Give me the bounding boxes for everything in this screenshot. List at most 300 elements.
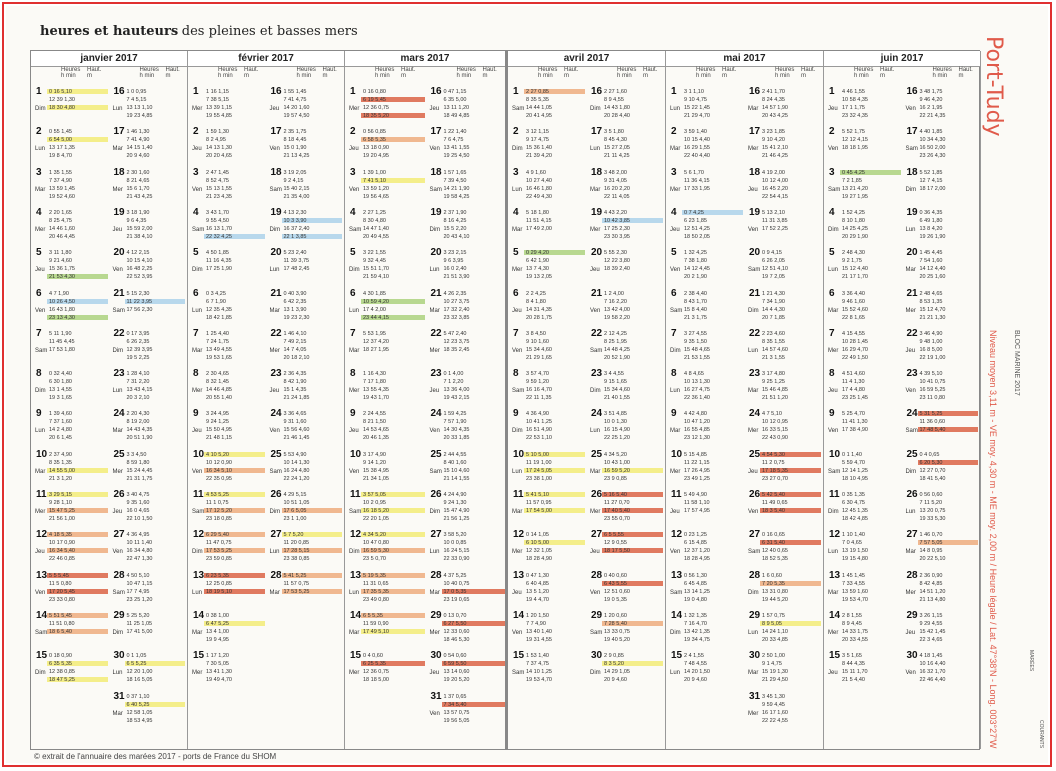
- tide-entry: 5 47 2,40: [443, 330, 467, 337]
- day-number: 3: [671, 166, 677, 178]
- tide-entry: 9 24 1,30: [443, 500, 467, 506]
- weekday: Sam: [905, 146, 918, 153]
- day-number: 25: [591, 448, 603, 460]
- tide-entry: 7 7 4,90: [526, 620, 546, 627]
- tide-entry: 23 1 1,00: [283, 516, 307, 522]
- tide-entry: 7 16 2,20: [604, 298, 627, 305]
- tide-entry: 17 25 1,90: [206, 266, 232, 273]
- tide-entry: 14 57 1,90: [762, 105, 788, 111]
- tide-entry: 23 33 0,80: [49, 596, 75, 603]
- day-number: 20: [749, 247, 761, 259]
- tide-entry: 8 21 4,65: [126, 177, 150, 184]
- day-cell: [268, 528, 345, 568]
- day-cell: [588, 367, 665, 407]
- day-cell: [111, 609, 188, 649]
- tide-entry: 10 47 1,20: [684, 419, 710, 426]
- tide-entry: 21 40 1,55: [604, 395, 630, 402]
- tide-entry: 0 47 1,15: [443, 89, 467, 95]
- day-cell: [746, 367, 823, 407]
- tide-entry: 1 17 1,20: [206, 653, 229, 660]
- tide-entry: 15 24 4,45: [126, 467, 153, 474]
- day-number: 11: [671, 489, 682, 500]
- tide-entry: 16 0 4,65: [126, 508, 150, 514]
- tide-entry: 14 46 4,85: [206, 387, 232, 394]
- weekday: Dim: [35, 106, 46, 112]
- tide-entry: 17 35 5,35: [363, 588, 389, 595]
- tide-entry: 8 3 5,20: [604, 661, 624, 668]
- day-cell: [428, 166, 508, 206]
- day-cell: [111, 287, 188, 327]
- tide-entry: 13 14 0,60: [443, 669, 470, 676]
- tide-entry: 17 48 5,40: [919, 427, 946, 434]
- tide-entry: 2 20 4,30: [126, 411, 150, 418]
- tide-entry: 16 24 5,15: [443, 548, 470, 555]
- tide-entry: 5 53 1,95: [363, 330, 386, 337]
- tide-entry: 1 55 1,45: [283, 89, 307, 95]
- tide-entry: 8 9 4,55: [604, 97, 624, 103]
- day-cell: [111, 649, 188, 689]
- day-cell: [826, 287, 903, 327]
- day-number: 6: [671, 287, 677, 299]
- tide-entry: 5 25 5,20: [126, 612, 150, 619]
- column-header: Heures h min: [139, 67, 159, 79]
- weekday: Sam: [828, 468, 841, 475]
- tide-entry: 19 40 5,20: [604, 636, 630, 643]
- tide-entry: 17 6 5,05: [283, 508, 307, 514]
- tide-entry: 11 22 3,95: [126, 298, 153, 305]
- weekday: Ven: [429, 428, 440, 435]
- weekday: Lun: [112, 670, 123, 677]
- tide-entry: 19 13 2,05: [526, 274, 552, 281]
- tide-entry: 20 18 2,10: [283, 354, 310, 361]
- day-number: 18: [591, 166, 603, 178]
- weekday: Sam: [512, 670, 525, 677]
- weekday: Mer: [590, 226, 601, 233]
- tide-entry: 9 10 4,20: [762, 137, 785, 144]
- weekday: Ven: [905, 670, 916, 677]
- day-number: 26: [113, 489, 125, 500]
- tide-entry: 3 22 1,55: [363, 250, 386, 257]
- tide-entry: 22 36 1,40: [684, 395, 710, 402]
- tide-entry: 3 27 4,55: [684, 330, 707, 337]
- tide-entry: 0 37 1,10: [126, 693, 150, 700]
- tide-entry: 0 38 1,00: [206, 612, 229, 619]
- day-cell: [190, 85, 267, 125]
- tide-entry: 19 53 4,70: [526, 677, 552, 684]
- tide-entry: 0 4 0,65: [919, 451, 940, 458]
- day-cell: [588, 488, 665, 528]
- tide-entry: 2 30 4,65: [206, 371, 229, 378]
- weekday: Jeu: [590, 267, 600, 274]
- tide-entry: 15 36 1,40: [526, 145, 552, 152]
- tide-entry: 18 52 5,35: [762, 556, 788, 563]
- tide-entry: 2 38 4,40: [684, 290, 707, 297]
- column-header: Heures h min: [456, 67, 476, 79]
- tide-entry: 11 27 0,70: [604, 500, 630, 506]
- tide-entry: 14 48 4,25: [604, 346, 630, 353]
- day-number: 23: [430, 368, 442, 380]
- weekday: Ven: [670, 549, 681, 556]
- weekday: Dim: [828, 226, 839, 233]
- column-header: Heures h min: [854, 67, 874, 79]
- tide-entry: 4 51 4,60: [842, 371, 865, 378]
- tide-entry: 22 20 1,05: [363, 516, 389, 522]
- weekday: Sam: [112, 307, 125, 314]
- weekday: Mer: [590, 509, 601, 515]
- tide-entry: 16 27 4,75: [684, 387, 710, 394]
- tide-entry: 1 20 1,50: [526, 612, 549, 619]
- tide-entry: 22 1 3,85: [283, 233, 307, 240]
- tide-entry: 18 28 4,90: [526, 556, 552, 563]
- column-header: Haut. m: [165, 67, 180, 79]
- day-number: 30: [749, 650, 761, 662]
- tide-entry: 21 13 4,80: [919, 596, 946, 603]
- day-number: 7: [36, 327, 42, 339]
- day-cell: [347, 569, 427, 609]
- weekday: Mer: [35, 509, 46, 515]
- column-header: Haut. m: [244, 67, 259, 79]
- tide-entry: 10 12 0,95: [762, 419, 788, 426]
- tide-entry: 11 45 4,45: [49, 338, 75, 345]
- day-cell: [746, 649, 823, 689]
- tide-entry: 11 16 4,35: [206, 258, 232, 265]
- tide-entry: 17 12 5,20: [206, 508, 232, 514]
- tide-entry: 19 0 4,80: [684, 596, 707, 603]
- day-cell: [347, 609, 427, 649]
- tide-entry: 14 12 4,45: [684, 266, 710, 273]
- weekday: Jeu: [35, 267, 45, 274]
- day-cell: [746, 206, 823, 246]
- day-number: 2: [36, 126, 42, 138]
- day-cell: [510, 488, 587, 528]
- day-number: 15: [671, 650, 683, 662]
- tide-entry: 11 22 1,15: [684, 459, 710, 466]
- tide-entry: 17 41 5,00: [126, 628, 153, 635]
- day-number: 28: [430, 569, 442, 581]
- weekday: Mar: [349, 629, 360, 636]
- day-number: 26: [749, 489, 761, 500]
- tide-entry: 5 55 2,30: [604, 250, 627, 257]
- tide-entry: 9 28 1,10: [49, 500, 72, 506]
- tide-entry: 17 38 4,90: [842, 427, 868, 434]
- tide-entry: 10 15 4,10: [126, 258, 153, 265]
- day-cell: [510, 569, 587, 609]
- tide-entry: 4 36 4,95: [126, 532, 150, 539]
- tide-entry: 18 49 4,85: [443, 113, 470, 119]
- tide-entry: 17 4 2,00: [363, 306, 386, 313]
- tide-entry: 7 6 4,75: [443, 137, 464, 144]
- tide-entry: 12 39 3,95: [126, 346, 153, 353]
- tide-entry: 9 59 1,20: [526, 379, 549, 386]
- tide-entry: 6 42 2,35: [283, 298, 307, 305]
- day-number: 16: [270, 86, 282, 97]
- weekday: Mer: [35, 226, 46, 233]
- tide-entry: 14 24 1,10: [762, 628, 788, 635]
- tide-entry: 16 34 5,10: [206, 467, 232, 474]
- tide-entry: 7 1 2,20: [443, 379, 464, 386]
- day-cell: [746, 690, 823, 730]
- day-number: 1: [671, 86, 677, 97]
- weekday: Mer: [905, 307, 916, 314]
- tide-entry: 0 32 4,40: [49, 371, 72, 378]
- day-cell: [746, 85, 823, 125]
- day-cell: [826, 166, 903, 206]
- day-number: 12: [829, 529, 841, 541]
- day-number: 21: [113, 287, 125, 299]
- day-cell: [268, 287, 345, 327]
- day-number: 18: [906, 166, 918, 178]
- tide-entry: 22 10 1,50: [126, 516, 153, 522]
- tide-entry: 21 48 1,15: [206, 435, 232, 442]
- tide-entry: 6 5 5,55: [604, 532, 624, 539]
- column-header: Heures h min: [696, 67, 716, 79]
- tide-entry: 21 29 4,70: [684, 113, 710, 119]
- weekday: Dim: [905, 468, 917, 475]
- day-number: 17: [113, 126, 125, 138]
- tide-entry: 21 34 1,05: [363, 475, 389, 482]
- tide-entry: 7 17 1,80: [363, 379, 386, 386]
- day-number: 1: [193, 86, 199, 97]
- tide-entry: 16 13 1,70: [206, 225, 232, 232]
- weekday: Mer: [112, 468, 123, 475]
- day-number: 6: [513, 287, 519, 299]
- tide-entry: 15 52 4,60: [842, 306, 868, 313]
- day-cell: [588, 206, 665, 246]
- day-number: 21: [749, 287, 761, 299]
- weekday: Jeu: [512, 589, 522, 596]
- weekday: Lun: [35, 428, 46, 435]
- day-number: 24: [749, 408, 761, 420]
- tide-entry: 13 59 1,45: [49, 185, 75, 192]
- tide-entry: 4 13 2,30: [283, 209, 307, 216]
- tide-entry: 22 40 4,40: [684, 153, 710, 160]
- tide-entry: 14 46 1,60: [49, 225, 75, 232]
- tide-entry: 15 12 4,40: [842, 266, 868, 273]
- day-cell: [588, 246, 665, 286]
- tide-entry: 12 37 4,20: [363, 338, 389, 345]
- day-cell: [428, 528, 508, 568]
- day-cell: [347, 407, 427, 447]
- day-cell: [904, 125, 981, 165]
- month-column: [345, 51, 508, 749]
- tide-entry: 3 4 4,55: [604, 371, 624, 378]
- day-cell: [33, 125, 110, 165]
- tide-entry: 12 38 0,85: [49, 669, 75, 676]
- day-number: 16: [430, 86, 442, 97]
- month-name: janvier 2017: [31, 51, 187, 67]
- weekday: Sam: [112, 589, 125, 596]
- day-cell: [904, 649, 981, 689]
- day-cell: [668, 609, 745, 649]
- tide-entry: 20 3 2,10: [126, 395, 150, 402]
- tide-entry: 0 16 5,10: [49, 89, 72, 95]
- weekday: Lun: [905, 226, 916, 233]
- tide-entry: 2 50 1,00: [762, 653, 785, 660]
- column-header: Heures h min: [296, 67, 316, 79]
- weekday: Mer: [828, 629, 839, 636]
- day-number: 9: [350, 408, 356, 420]
- tide-entry: 18 42 1,85: [206, 314, 232, 321]
- column-header: Haut. m: [643, 67, 658, 79]
- tide-entry: 8 9 4,45: [842, 620, 862, 627]
- day-cell: [668, 327, 745, 367]
- day-number: 2: [513, 126, 519, 138]
- weekday: Mar: [192, 347, 203, 354]
- day-cell: [347, 85, 427, 125]
- tide-entry: 11 39 3,75: [283, 258, 310, 265]
- tide-entry: 16 46 1,80: [526, 185, 552, 192]
- tide-entry: 21 3 1,75: [684, 314, 707, 321]
- tide-entry: 20 6 1,45: [49, 435, 72, 442]
- weekday: Ven: [670, 267, 681, 274]
- day-cell: [746, 166, 823, 206]
- weekday: Sam: [828, 186, 841, 193]
- day-number: 8: [513, 368, 519, 380]
- day-cell: [588, 125, 665, 165]
- tide-entry: 19 43 1,70: [363, 395, 389, 402]
- tide-entry: 20 49 4,55: [363, 233, 389, 240]
- weekday: Lun: [349, 589, 360, 596]
- weekday: Ven: [269, 146, 280, 153]
- weekday: Jeu: [670, 509, 680, 515]
- tide-entry: 1 16 4,30: [363, 371, 386, 378]
- weekday: Dim: [590, 670, 601, 677]
- tide-entry: 20 51 1,90: [126, 435, 153, 442]
- weekday: Mer: [748, 710, 759, 717]
- tide-entry: 14 53 4,65: [363, 427, 389, 434]
- tide-entry: 6 30 4,75: [842, 500, 865, 506]
- tide-entry: 23 12 1,30: [684, 435, 710, 442]
- tide-entry: 3 18 1,90: [126, 209, 150, 216]
- day-cell: [190, 166, 267, 206]
- tide-entry: 13 59 1,20: [363, 185, 389, 192]
- weekday: Mar: [112, 146, 123, 153]
- day-number: 24: [430, 408, 442, 420]
- tide-entry: 16 29 4,70: [842, 346, 868, 353]
- tide-entry: 2 2 4,25: [526, 290, 546, 297]
- tide-entry: 11 31 3,85: [762, 217, 788, 224]
- tide-entry: 22 25 1,20: [604, 435, 630, 442]
- day-number: 19: [591, 206, 603, 218]
- tide-entry: 13 21 4,20: [842, 185, 868, 192]
- day-cell: [268, 448, 345, 488]
- tide-entry: 18 30 4,80: [49, 105, 75, 111]
- tide-entry: 9 17 4,75: [526, 137, 549, 144]
- tide-entry: 4 50 5,10: [126, 572, 150, 579]
- tide-entry: 15 1 4,35: [283, 387, 307, 394]
- weekday: Jeu: [112, 226, 123, 233]
- tide-entry: 0 47 1,30: [526, 572, 549, 579]
- tide-entry: 1 57 0,75: [762, 612, 785, 619]
- tide-entry: 5 59 4,70: [842, 459, 865, 466]
- tide-entry: 8 24 4,35: [762, 97, 785, 103]
- day-number: 13: [829, 569, 841, 581]
- day-cell: [668, 649, 745, 689]
- tide-entry: 12 33 0,60: [443, 628, 470, 635]
- day-number: 19: [906, 206, 918, 218]
- day-number: 29: [591, 609, 603, 621]
- tide-entry: 22 53 1,10: [526, 435, 552, 442]
- tide-entry: 0 40 0,60: [604, 572, 627, 579]
- tide-entry: 19 44 5,20: [762, 596, 788, 603]
- tide-entry: 6 30 1,80: [49, 379, 72, 386]
- tide-entry: 23 59 0,85: [206, 556, 232, 563]
- tide-entry: 3 58 5,20: [443, 532, 467, 539]
- day-number: 28: [113, 569, 125, 581]
- day-number: 2: [671, 126, 677, 138]
- weekday: Jeu: [429, 388, 440, 395]
- tide-entry: 0 56 0,60: [919, 492, 943, 498]
- tide-entry: 13 55 4,35: [363, 387, 389, 394]
- tide-entry: 10 47 0,80: [363, 540, 389, 547]
- weekday: Mar: [828, 589, 839, 596]
- weekday: Sam: [748, 267, 761, 274]
- weekday: Sam: [670, 307, 683, 314]
- weekday: Ven: [192, 468, 203, 475]
- tide-entry: 20 33 4,55: [842, 636, 868, 643]
- tide-entry: 6 15 4,85: [684, 540, 707, 547]
- tide-entry: 11 36 4,15: [684, 177, 710, 184]
- day-number: 16: [591, 86, 603, 97]
- day-number: 15: [350, 650, 362, 662]
- tide-entry: 14 44 1,05: [526, 105, 552, 111]
- tide-entry: 11 41 1,30: [842, 419, 868, 426]
- tide-entry: 4 18 1,45: [919, 653, 943, 660]
- tide-entry: 1 45 1,45: [842, 572, 865, 579]
- day-cell: [668, 206, 745, 246]
- tide-entry: 13 13 1,10: [126, 105, 153, 111]
- tide-entry: 1 21 4,30: [762, 290, 785, 297]
- day-cell: [347, 287, 427, 327]
- tide-entry: 22 3 4,65: [919, 636, 943, 643]
- tide-entry: 16 45 2,20: [762, 185, 788, 192]
- day-number: 6: [350, 287, 356, 299]
- weekday: Mer: [192, 388, 203, 395]
- day-number: 9: [829, 408, 835, 420]
- tide-entry: 21 14 1,55: [443, 475, 470, 482]
- weekday: Lun: [748, 347, 759, 354]
- tide-entry: 19 26 1,90: [919, 233, 946, 240]
- day-number: 7: [193, 327, 199, 339]
- tide-entry: 6 35 5,00: [443, 97, 467, 103]
- tide-entry: 20 2 1,90: [684, 274, 707, 281]
- weekday: Mer: [429, 629, 440, 636]
- weekday: Jeu: [828, 106, 838, 112]
- day-cell: [826, 609, 903, 649]
- tide-entry: 18 18 5,00: [363, 677, 389, 684]
- day-number: 23: [749, 368, 761, 380]
- day-number: 6: [829, 287, 835, 299]
- tide-entry: 3 36 4,40: [842, 290, 865, 297]
- day-cell: [826, 569, 903, 609]
- weekday: Sam: [429, 468, 442, 475]
- tide-entry: 15 10 4,60: [443, 467, 470, 474]
- tide-entry: 0 54 0,60: [443, 653, 467, 660]
- day-cell: [347, 367, 427, 407]
- tide-entry: 22 22 4,55: [762, 717, 788, 724]
- tide-entry: 5 13 2,10: [762, 209, 785, 216]
- weekday: Jeu: [35, 549, 45, 556]
- weekday: Dim: [828, 509, 839, 515]
- tide-entry: 18 35 2,45: [443, 346, 470, 353]
- tide-entry: 1 2 4,00: [604, 290, 624, 297]
- day-cell: [347, 327, 427, 367]
- tide-entry: 10 59 4,20: [363, 298, 389, 305]
- weekday: Mer: [670, 186, 681, 193]
- tide-entry: 22 49 1,50: [842, 354, 868, 361]
- column-header: Haut. m: [564, 67, 579, 79]
- day-number: 19: [749, 206, 761, 218]
